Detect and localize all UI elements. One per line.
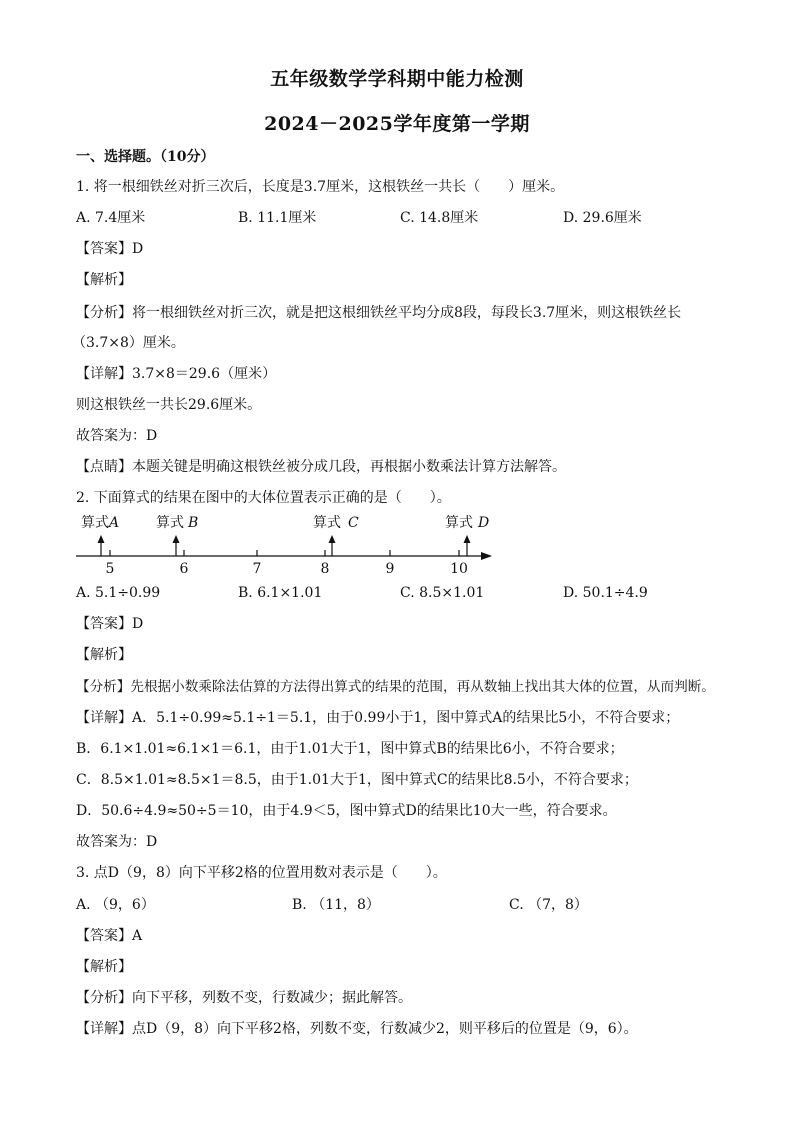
page-subtitle: 2024－2025学年度第一学期 xyxy=(264,113,530,135)
arrow-c-label: 算式 xyxy=(313,515,341,531)
q2-analysis: 【分析】先根据小数乘除法估算的方法得出算式的结果的范围，再从数轴上找出其大体的位置，从而判断。 xyxy=(76,679,715,695)
q2-detail-a: 【详解】A．5.1÷0.99≈5.1÷1＝5.1，由于0.99小于1，图中算式A的结果比5小，不符合要求； xyxy=(76,710,680,726)
q1-analysis-line-1: 【分析】将一根细铁丝对折三次，就是把这根细铁丝平均分成8段，每段长3.7厘米，则这根铁丝长 xyxy=(76,305,682,321)
q1-option-b: B. 11.1厘米 xyxy=(238,210,317,226)
q3-detail: 【详解】点D（9，8）向下平移2格，列数不变，行数减少2，则平移后的位置是（9，6）。 xyxy=(76,1021,638,1037)
tick-label-8: 8 xyxy=(320,561,330,577)
q3-analysis: 【分析】向下平移，列数不变，行数减少；据此解答。 xyxy=(76,990,412,1006)
tick-label-10: 10 xyxy=(450,561,468,577)
arrow-d-letter: D xyxy=(478,515,490,531)
arrow-c-letter: C xyxy=(348,515,359,531)
tick-label-5: 5 xyxy=(105,561,115,577)
q2-option-b: B. 6.1×1.01 xyxy=(238,585,323,601)
q1-option-a: A. 7.4厘米 xyxy=(76,210,146,226)
q3-option-c: C. （7，8） xyxy=(509,897,588,913)
q1-analysis-line-2: （3.7×8）厘米。 xyxy=(72,335,185,351)
q1-detail-line-2: 则这根铁丝一共长29.6厘米。 xyxy=(76,397,262,413)
q1-stem: 1. 将一根细铁丝对折三次后，长度是3.7厘米，这根铁丝一共长（ ）厘米。 xyxy=(76,179,565,195)
q3-analysis-tag: 【解析】 xyxy=(76,959,132,975)
arrow-c-head xyxy=(329,535,336,543)
q2-option-d: D. 50.1÷4.9 xyxy=(563,585,648,601)
q2-answer: 【答案】D xyxy=(76,616,144,632)
q3-stem: 3. 点D（9，8）向下平移2格的位置用数对表示是（ ）。 xyxy=(76,865,447,881)
q3-option-a: A. （9，6） xyxy=(76,897,155,913)
q2-option-a: A. 5.1÷0.99 xyxy=(76,585,161,601)
page-title: 五年级数学学科期中能力检测 xyxy=(270,68,524,90)
q1-option-d: D. 29.6厘米 xyxy=(563,210,642,226)
q2-analysis-tag: 【解析】 xyxy=(76,647,132,663)
number-line-figure xyxy=(70,508,510,578)
tick-label-9: 9 xyxy=(385,561,395,577)
tick-label-6: 6 xyxy=(179,561,189,577)
arrow-b-head xyxy=(173,535,180,543)
section-heading: 一、选择题。（10分） xyxy=(76,149,215,165)
q1-conclusion: 故答案为：D xyxy=(76,428,158,444)
arrow-a-letter: A xyxy=(109,515,120,531)
tick-label-7: 7 xyxy=(252,561,262,577)
q3-option-b: B. （11，8） xyxy=(292,897,380,913)
arrow-d-label: 算式 xyxy=(445,515,473,531)
q2-stem: 2. 下面算式的结果在图中的大体位置表示正确的是（ ）。 xyxy=(76,490,451,506)
arrow-a-label: 算式 xyxy=(81,515,109,531)
number-line-arrowhead xyxy=(481,552,492,560)
q2-conclusion: 故答案为：D xyxy=(76,834,158,850)
q1-option-c: C. 14.8厘米 xyxy=(400,210,479,226)
q2-detail-c: C．8.5×1.01≈8.5×1＝8.5，由于1.01大于1，图中算式C的结果比8.5小，不符合要求； xyxy=(76,772,638,788)
q1-detail: 【详解】3.7×8＝29.6（厘米） xyxy=(76,366,277,382)
arrow-a-head xyxy=(98,535,105,543)
q2-detail-d: D．50.6÷4.9≈50÷5＝10，由于4.9＜5，图中算式D的结果比10大一些，符合要求。 xyxy=(76,803,617,819)
arrow-d-head xyxy=(464,535,471,543)
q1-answer: 【答案】D xyxy=(76,241,144,257)
arrow-b-letter: B xyxy=(188,515,199,531)
arrow-b-label: 算式 xyxy=(156,515,184,531)
q1-analysis-tag: 【解析】 xyxy=(76,272,132,288)
q2-detail-b: B．6.1×1.01≈6.1×1＝6.1，由于1.01大于1，图中算式B的结果比6小，不符合要求； xyxy=(76,741,624,757)
q1-key-point: 【点睛】本题关键是明确这根铁丝被分成几段，再根据小数乘法计算方法解答。 xyxy=(76,459,566,475)
q2-option-c: C. 8.5×1.01 xyxy=(400,585,485,601)
q3-answer: 【答案】A xyxy=(76,928,143,944)
